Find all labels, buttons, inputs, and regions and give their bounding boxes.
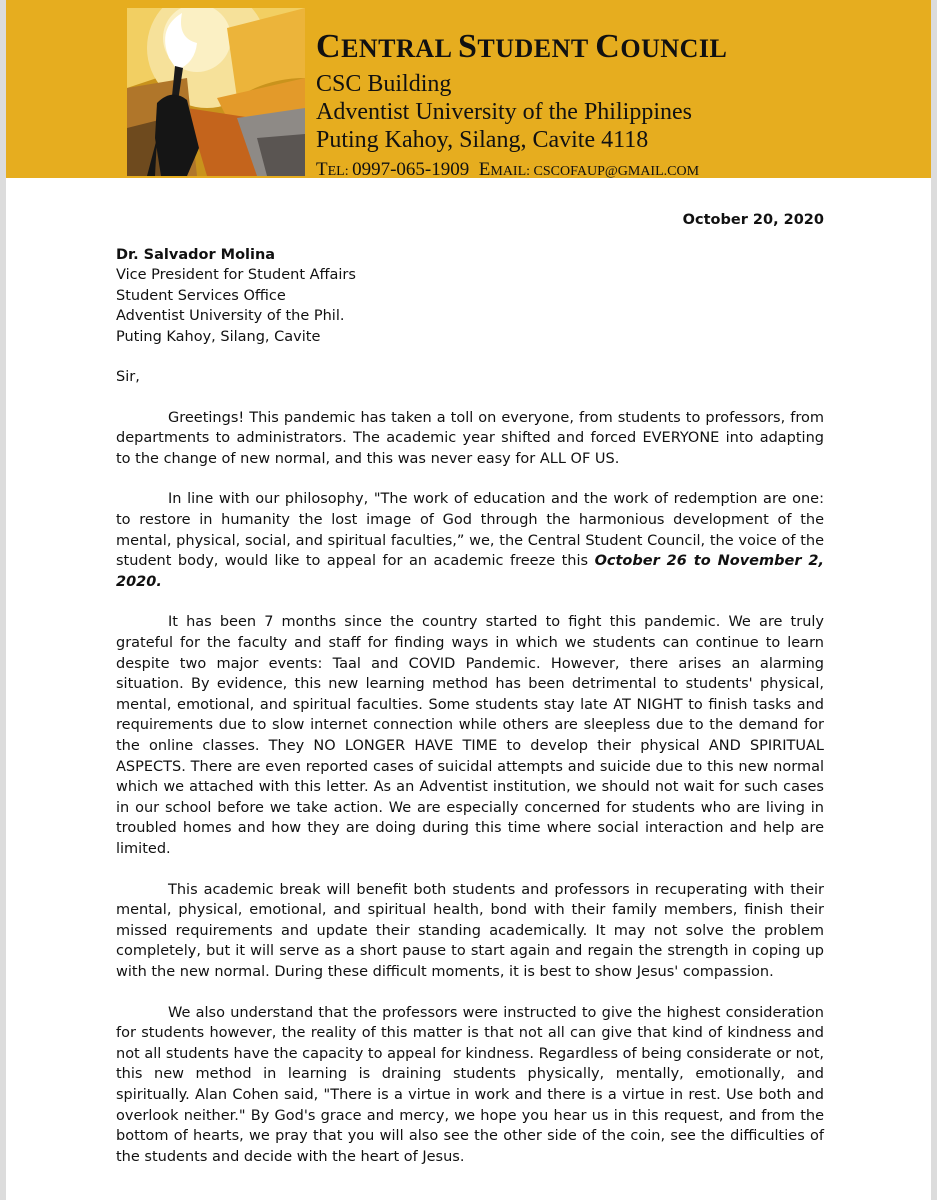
recipient-office: Student Services Office <box>116 287 286 304</box>
paragraph-5: We also understand that the professors were instructed to give the highest consideration for students however, the reality of this matter is that not all can give that kind of kindness and not all students have the capacity to appeal for kindness. Regardless of being considerate or not, this new method in learning is draining students physically, mentally, emotionally, and spiritually. Alan Cohen said, "There is a virtue in work and there is a virtue in rest. Use both and overlook neither." By God's grace and mercy, we hope you hear us in this request, and from the bottom of hearts, we pray that you will also see the other side of the coin, see the difficulties of the students and decide with the heart of Jesus. <box>116 1004 824 1165</box>
recipient-location: Puting Kahoy, Silang, Cavite <box>116 328 321 345</box>
letterhead-banner <box>6 0 931 178</box>
page-edge-left <box>0 0 6 1200</box>
recipient-block <box>116 245 824 348</box>
paragraph-3: It has been 7 months since the country started to fight this pandemic. We are truly grateful for the faculty and staff for finding ways in which we students can continue to learn despite two major events: Taal and COVID Pandemic. However, there arises an alarming situation. By evidence, this new learning method has been detrimental to students' physical, mental, emotional, and spiritual faculties. Some students stay late AT NIGHT to finish tasks and requirements due to slow internet connection while others are sleepless due to the demand for the online classes. They NO LONGER HAVE TIME to develop their physical AND SPIRITUAL ASPECTS. There are even reported cases of suicidal attempts and suicide due to this new normal which we attached with this letter. As an Adventist institution, we should not wait for such cases in our school before we take action. We are especially concerned for students who are living in troubled homes and how they are doing during this time where social interaction and help are limited. <box>116 614 824 857</box>
salutation: Sir, <box>116 369 140 386</box>
telephone: 0997-065-1909 <box>352 159 470 180</box>
paragraph-2: In line with our philosophy, "The work of education and the work of redemption are one: to restore in humanity the lost image of God through the harmonious development of the mental, physical, social, and spiritual faculties,” we, the Central Student Council, the voice of the student body, would like to appeal for an academic freeze this October 26 to November 2, 2020. <box>116 491 824 590</box>
email-address: CSCOFAUP@GMAIL.COM <box>533 164 700 179</box>
letter-body <box>116 210 824 1187</box>
contact-line: TEL: 0997-065-1909 EMAIL: CSCOFAUP@GMAIL.COM <box>316 159 700 180</box>
recipient-name: Dr. Salvador Molina <box>116 246 276 263</box>
page-edge-right <box>931 0 937 1200</box>
letterhead-text <box>316 28 727 184</box>
recipient-institution: Adventist University of the Phil. <box>116 308 345 325</box>
paragraph-1: Greetings! This pandemic has taken a toll on everyone, from students to professors, from departments to administrators. The academic year shifted and forced EVERYONE into adapting to the change of new normal, and this was never easy for ALL OF US. <box>116 409 824 467</box>
address-line: Puting Kahoy, Silang, Cavite 4118 <box>316 127 649 153</box>
university-line: Adventist University of the Philippines <box>316 99 692 125</box>
organization-name: CENTRAL STUDENT COUNCIL <box>316 28 728 65</box>
paragraph-4: This academic break will benefit both students and professors in recuperating with their mental, physical, emotional, and spiritual health, bond with their family members, finish their missed requirements and update their standing academically. It may not solve the problem completely, but it will serve as a short pause to start again and regain the strength in coping up with the new normal. During these difficult moments, it is best to show Jesus' compassion. <box>116 881 824 980</box>
recipient-title: Vice President for Student Affairs <box>116 267 356 284</box>
torch-logo <box>127 8 305 176</box>
freeze-dates: October 26 to November 2, 2020. <box>116 553 824 590</box>
building-line: CSC Building <box>316 71 452 97</box>
letter-date: October 20, 2020 <box>682 212 824 228</box>
